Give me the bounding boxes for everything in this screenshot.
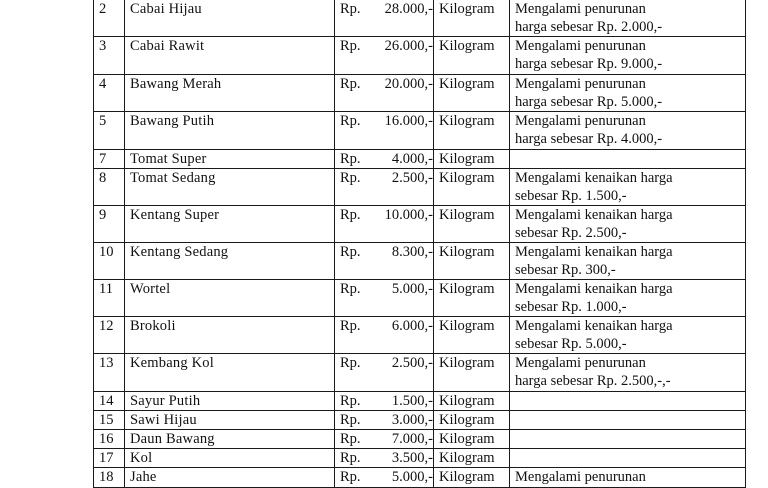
note-cell: [510, 112, 746, 150]
currency-label: Rp.: [340, 393, 361, 409]
unit-cell: Kilogram: [434, 206, 510, 243]
currency-label: Rp.: [340, 412, 361, 428]
currency-label: Rp.: [340, 113, 361, 129]
note-line: Mengalami kenaikan harga: [515, 281, 673, 297]
note-line: harga sebesar Rp. 2.500,-,-: [515, 373, 671, 389]
unit-cell: Kilogram: [434, 392, 510, 411]
currency-label: Rp.: [340, 469, 361, 485]
row-number: 7: [94, 150, 125, 169]
price-amount: 5.000,-: [391, 281, 433, 297]
unit-cell: Kilogram: [434, 243, 510, 280]
table-row: [94, 392, 746, 411]
unit-cell: Kilogram: [434, 430, 510, 449]
commodity-name: Brokoli: [125, 317, 335, 354]
currency-label: Rp.: [340, 1, 361, 17]
note-line: Mengalami penurunan: [515, 76, 646, 92]
note-cell: [510, 411, 746, 430]
unit-cell: Kilogram: [434, 449, 510, 468]
price-cell: [335, 206, 434, 243]
note-cell: [510, 37, 746, 75]
row-number: 12: [94, 317, 125, 354]
price-cell: [335, 430, 434, 449]
commodity-name: Daun Bawang: [125, 430, 335, 449]
commodity-name: Kol: [125, 449, 335, 468]
price-amount: 3.000,-: [391, 412, 433, 428]
price-cell: [335, 468, 434, 488]
note-line: harga sebesar Rp. 2.000,-: [515, 19, 663, 35]
commodity-name: Bawang Merah: [125, 75, 335, 112]
note-line: harga sebesar Rp. 5.000,-: [515, 94, 663, 110]
unit-cell: Kilogram: [434, 280, 510, 317]
row-number: 18: [94, 468, 125, 488]
price-amount: 2.500,-: [391, 355, 433, 371]
commodity-name: Kembang Kol: [125, 354, 335, 392]
note-cell: [510, 169, 746, 206]
price-amount: 5.000,-: [391, 469, 433, 485]
note-line: Mengalami penurunan: [515, 113, 646, 129]
unit-cell: Kilogram: [434, 169, 510, 206]
price-amount: 2.500,-: [391, 170, 433, 186]
currency-label: Rp.: [340, 281, 361, 297]
price-amount: 6.000,-: [391, 318, 433, 334]
table-row: [94, 243, 746, 280]
price-amount: 4.000,-: [391, 151, 433, 167]
currency-label: Rp.: [340, 355, 361, 371]
row-number: 14: [94, 392, 125, 411]
price-table-body: [94, 0, 746, 488]
note-cell: [510, 468, 746, 488]
currency-label: Rp.: [340, 207, 361, 223]
commodity-name: Cabai Rawit: [125, 37, 335, 75]
unit-cell: Kilogram: [434, 37, 510, 75]
price-amount: 20.000,-: [384, 76, 433, 92]
note-cell: [510, 75, 746, 112]
row-number: 8: [94, 169, 125, 206]
currency-label: Rp.: [340, 244, 361, 260]
table-row: [94, 150, 746, 169]
price-amount: 10.000,-: [384, 207, 433, 223]
price-amount: 28.000,-: [384, 1, 433, 17]
row-number: 3: [94, 37, 125, 75]
note-cell: [510, 354, 746, 392]
currency-label: Rp.: [340, 431, 361, 447]
currency-label: Rp.: [340, 76, 361, 92]
table-row: [94, 317, 746, 354]
table-row: [94, 75, 746, 112]
table-row: [94, 430, 746, 449]
price-amount: 1.500,-: [391, 393, 433, 409]
price-amount: 3.500,-: [391, 450, 433, 466]
note-cell: [510, 317, 746, 354]
note-line: Mengalami kenaikan harga: [515, 170, 673, 186]
note-line: harga sebesar Rp. 4.000,-: [515, 131, 663, 147]
row-number: 10: [94, 243, 125, 280]
table-row: [94, 37, 746, 75]
currency-label: Rp.: [340, 450, 361, 466]
note-cell: [510, 0, 746, 37]
price-cell: [335, 0, 434, 37]
note-line: sebesar Rp. 5.000,-: [515, 336, 627, 352]
row-number: 4: [94, 75, 125, 112]
note-line: sebesar Rp. 1.000,-: [515, 299, 627, 315]
price-cell: [335, 392, 434, 411]
note-line: sebesar Rp. 2.500,-: [515, 225, 627, 241]
commodity-name: Tomat Sedang: [125, 169, 335, 206]
row-number: 5: [94, 112, 125, 150]
note-line: harga sebesar Rp. 9.000,-: [515, 56, 663, 72]
note-line: Mengalami penurunan: [515, 1, 646, 17]
row-number: 13: [94, 354, 125, 392]
table-row: [94, 354, 746, 392]
table-row: [94, 0, 746, 37]
commodity-name: Sawi Hijau: [125, 411, 335, 430]
price-cell: [335, 411, 434, 430]
commodity-name: Cabai Hijau: [125, 0, 335, 37]
note-line: sebesar Rp. 1.500,-: [515, 188, 627, 204]
note-line: Mengalami penurunan: [515, 355, 646, 371]
price-amount: 16.000,-: [384, 113, 433, 129]
price-amount: 26.000,-: [384, 38, 433, 54]
price-cell: [335, 169, 434, 206]
unit-cell: Kilogram: [434, 112, 510, 150]
row-number: 15: [94, 411, 125, 430]
commodity-name: Kentang Super: [125, 206, 335, 243]
commodity-name: Tomat Super: [125, 150, 335, 169]
price-cell: [335, 317, 434, 354]
commodity-name: Kentang Sedang: [125, 243, 335, 280]
price-cell: [335, 449, 434, 468]
commodity-name: Jahe: [125, 468, 335, 488]
unit-cell: Kilogram: [434, 150, 510, 169]
note-cell: [510, 449, 746, 468]
price-cell: [335, 354, 434, 392]
price-cell: [335, 75, 434, 112]
row-number: 16: [94, 430, 125, 449]
commodity-name: Sayur Putih: [125, 392, 335, 411]
price-amount: 7.000,-: [391, 431, 433, 447]
note-cell: [510, 150, 746, 169]
price-cell: [335, 280, 434, 317]
price-table: [93, 0, 746, 488]
row-number: 2: [94, 0, 125, 37]
currency-label: Rp.: [340, 318, 361, 334]
currency-label: Rp.: [340, 38, 361, 54]
price-cell: [335, 112, 434, 150]
price-cell: [335, 37, 434, 75]
currency-label: Rp.: [340, 151, 361, 167]
note-line: Mengalami penurunan: [515, 469, 646, 485]
table-row: [94, 280, 746, 317]
unit-cell: Kilogram: [434, 75, 510, 112]
note-line: Mengalami kenaikan harga: [515, 244, 673, 260]
unit-cell: Kilogram: [434, 0, 510, 37]
table-row: [94, 449, 746, 468]
note-cell: [510, 243, 746, 280]
table-row: [94, 411, 746, 430]
unit-cell: Kilogram: [434, 468, 510, 488]
row-number: 11: [94, 280, 125, 317]
row-number: 9: [94, 206, 125, 243]
unit-cell: Kilogram: [434, 411, 510, 430]
unit-cell: Kilogram: [434, 317, 510, 354]
commodity-name: Bawang Putih: [125, 112, 335, 150]
note-line: Mengalami kenaikan harga: [515, 318, 673, 334]
table-row: [94, 206, 746, 243]
row-number: 17: [94, 449, 125, 468]
note-line: Mengalami penurunan: [515, 38, 646, 54]
table-row: [94, 112, 746, 150]
price-cell: [335, 243, 434, 280]
table-row: [94, 169, 746, 206]
note-cell: [510, 430, 746, 449]
note-line: Mengalami kenaikan harga: [515, 207, 673, 223]
price-cell: [335, 150, 434, 169]
currency-label: Rp.: [340, 170, 361, 186]
note-cell: [510, 392, 746, 411]
commodity-name: Wortel: [125, 280, 335, 317]
unit-cell: Kilogram: [434, 354, 510, 392]
note-cell: [510, 280, 746, 317]
note-cell: [510, 206, 746, 243]
note-line: sebesar Rp. 300,-: [515, 262, 616, 278]
table-row: [94, 468, 746, 488]
price-amount: 8.300,-: [391, 244, 433, 260]
